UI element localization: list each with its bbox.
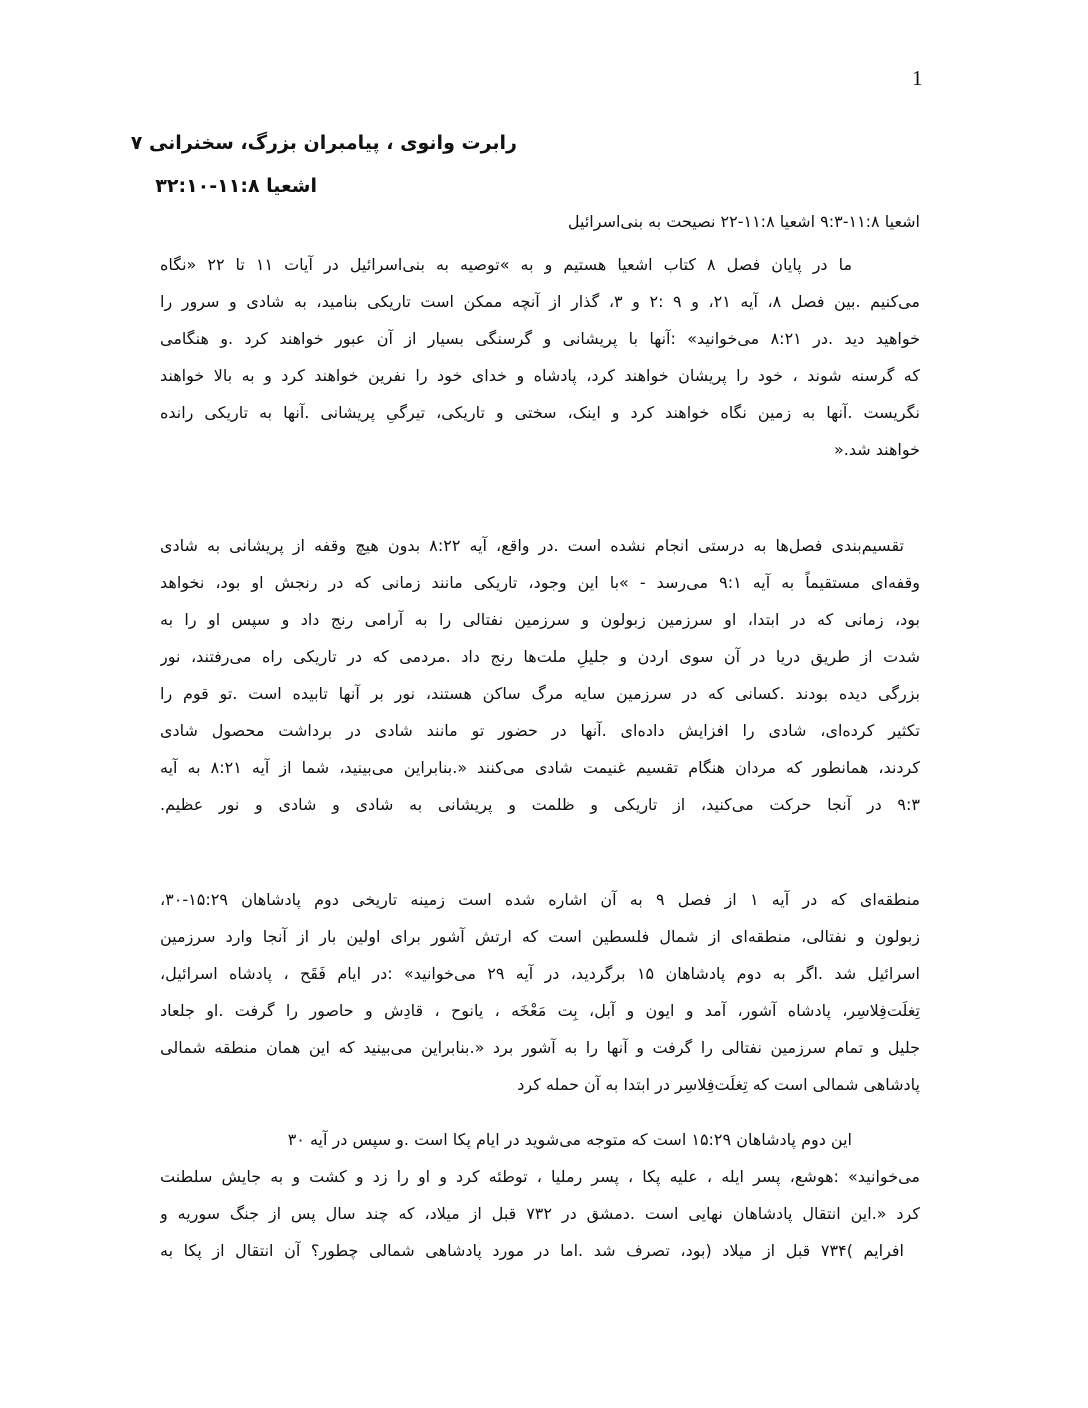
paragraph-line: خواهید دید .در ۸:۲۱ می‌خوانید» :آنها با پریشانی و گرسنگی بسیار از آن عبور خواهند کرد .و هنگامی [160,329,920,348]
paragraph-line: خواهند شد.« [833,440,920,459]
paragraph-line: بود، زمانی که در ابتدا، او سرزمین زبولون و سرزمین نفتالی را به آرامی رنج داد و سپس او را به [160,610,920,629]
paragraph-line: که گرسنه شوند ، خود را پریشان خواهند کرد، پادشاه و خدای خود را نفرین خواهند کرد و به بالا خواهند [160,366,920,385]
paragraph-line: زبولون و نفتالی، منطقه‌ای از شمال فلسطین است که ارتش آشور برای اولین بار از آنجا وارد سرزمین [160,927,920,946]
paragraph-line: تِغلَت‌فِلاسِر، پادشاه آشور، آمد و ایون و آبل، بِت مَعْخَه ، یانوح ، قادِش و حاصور را گرفت .او جلعاد [160,1001,920,1020]
paragraph-line: این دوم پادشاهان ۱۵:۲۹ است که متوجه می‌شوید در ایام پکا است .و سپس در آیه ۳۰ [287,1130,852,1149]
paragraph-line: افرایم )۷۳۴ قبل از میلاد (بود، تصرف شد .اما در مورد پادشاهی شمالی چطور؟ آن انتقال از پکا به [160,1241,904,1260]
paragraph-line: ۹:۳ در آنجا حرکت می‌کنید، از تاریکی و ظلمت و پریشانی به شادی و شادی و نور عظیم. [160,795,920,814]
paragraph-line: ما در پایان فصل ۸ کتاب اشعیا هستیم و به »توصیه به بنی‌اسرائیل در آیات ۱۱ تا ۲۲ «نگاه [160,255,852,274]
paragraph-line: نگریست .آنها به زمین نگاه خواهند کرد و اینک، سختی و تاریکی، تیرگیِ پریشانی .آنها به تاریکی رانده [160,403,920,422]
paragraph-line: وقفه‌ای مستقیماً به آیه ۹:۱ می‌رسد - »با این وجود، تاریکی مانند زمانی که در رنجش او بود، نخواهد [160,573,920,592]
paragraph-line: کرد «.این انتقال پادشاهان نهایی است .دمشق در ۷۳۲ قبل از میلاد، که چند سال پس از جنگ سوریه و [160,1204,920,1223]
paragraph-line: بزرگی دیده بودند .کسانی که در سرزمین سایه مرگ ساکن هستند، نور بر آنها تابیده است .تو قوم را [160,684,920,703]
paragraph-line: اشعیا ۱۱:۸-۹:۳ اشعیا ۱۱:۸-۲۲ نصیحت به بنی‌اسرائیل [567,212,920,231]
document-title: رابرت وانوی ، پیامبران بزرگ، سخنرانی ۷ [130,132,517,154]
paragraph-line: منطقه‌ای که در آیه ۱ از فصل ۹ به آن اشاره شده است زمینه تاریخی دوم پادشاهان ۱۵:۲۹-۳۰، [160,890,920,909]
paragraph-line: اسرائیل شد .اگر به دوم پادشاهان ۱۵ برگردید، در آیه ۲۹ می‌خوانید» :در ایام فَقَح ، پادشاه اسرائیل، [160,964,920,983]
paragraph-line: تقسیم‌بندی فصل‌ها به درستی انجام نشده است .در واقع، آیه ۸:۲۲ بدون هیچ وقفه از پریشانی به شادی [160,536,904,555]
document-subtitle: اشعیا ۱۱:۸-۳۲:۱۰ [155,175,317,197]
paragraph-line: شدت از طریق دریا در آن سوی اردن و جلیلِ ملت‌ها رنج داد .مردمی که در تاریکی راه می‌رفتند، نور [160,647,920,666]
paragraph-line: تکثیر کرده‌ای، شادی را افزایش داده‌ای .آنها در حضور تو مانند شادی در برداشت محصول شادی [160,721,920,740]
paragraph-line: می‌کنیم .بین فصل ۸، آیه ۲۱، و ۹ :۲ و ۳، گذار از آنچه ممکن است تاریکی بنامید، به شادی و سرور را [160,292,920,311]
paragraph-line: جلیل و تمام سرزمین نفتالی را گرفت و آنها را به آشور برد «.بنابراین می‌بینید که این همان منطقه شمالی [160,1038,920,1057]
page-number: 1 [912,66,923,90]
paragraph-line: پادشاهی شمالی است که تِغلَت‌فِلاسِر در ابتدا به آن حمله کرد [517,1075,920,1094]
paragraph-line: کردند، همانطور که مردان هنگام تقسیم غنیمت شادی می‌کنند «.بنابراین می‌بینید، شما از آیه ۸:۲۱ به آیه [160,758,920,777]
paragraph-line: می‌خوانید» :هوشع، پسر ایله ، علیه پکا ، پسر رملیا ، توطئه کرد و او را زد و کشت و به جایش سلطنت [160,1167,920,1186]
